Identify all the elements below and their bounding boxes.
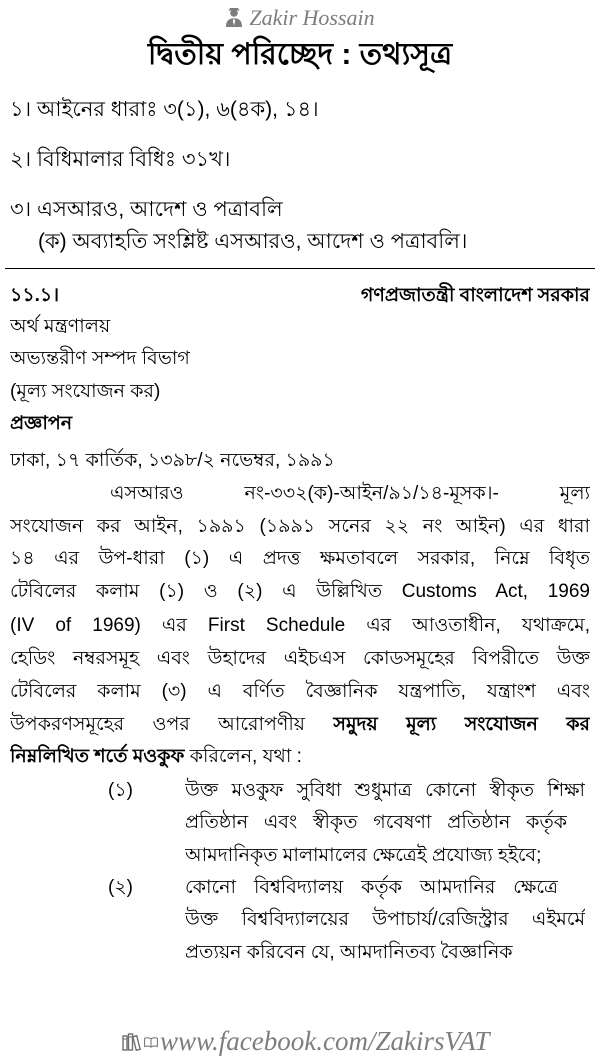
body-emphasis: সমুদয় মূল্য সংযোজন কর xyxy=(333,714,590,735)
condition-line: উক্ত বিশ্ববিদ্যালয়ের উপাচার্য/রেজিস্ট্রার এইমর্মে xyxy=(185,909,585,930)
footer-url: www.facebook.com/ZakirsVAT xyxy=(160,1026,490,1056)
section-divider xyxy=(5,268,595,269)
author-header xyxy=(0,4,600,32)
body-text: করিলেন, যথা : xyxy=(184,746,302,767)
body-line: টেবিলের কলাম (৩) এ বর্ণিত বৈজ্ঞানিক যন্ত্রপাতি, যন্ত্রাংশ এবং xyxy=(10,681,590,702)
wing-name: (মূল্য সংযোজন কর) xyxy=(10,381,161,402)
reference-law-sections: ১। আইনের ধারাঃ ৩(১), ৬(৪ক), ১৪। xyxy=(10,98,319,121)
notice-date: ঢাকা, ১৭ কার্তিক, ১৩৯৮/২ নভেম্বর, ১৯৯১ xyxy=(10,450,335,471)
body-emphasis: নিম্নলিখিত শর্তে মওকুফ xyxy=(10,746,185,767)
body-line xyxy=(10,711,590,739)
books-icon xyxy=(122,1033,142,1051)
condition-line: আমদানিকৃত মালামালের ক্ষেত্রেই প্রযোজ্য হইবে; xyxy=(185,845,542,866)
condition-line: প্রত্যয়ন করিবেন যে, আমদানিতব্য বৈজ্ঞানিক xyxy=(185,942,513,963)
body-line xyxy=(10,743,590,771)
body-line: টেবিলের কলাম (১) ও (২) এ উল্লিখিত Customs Act, 1969 xyxy=(10,581,590,602)
author-name: Zakir Hossain xyxy=(249,5,375,30)
body-line: হেডিং নম্বরসমূহ এবং উহাদের এইচএস কোডসমূহের বিপরীতে উক্ত xyxy=(10,648,590,669)
reference-rules: ২। বিধিমালার বিধিঃ ৩১খ। xyxy=(10,148,231,171)
body-text: উপকরণসমূহের ওপর আরোপণীয় xyxy=(10,714,334,735)
notice-number: ১১.১। xyxy=(10,285,60,306)
condition-number: (১) xyxy=(108,780,133,801)
body-line: এসআরও নং-৩৩২(ক)-আইন/৯১/১৪-মূসক।- মূল্য xyxy=(110,483,590,504)
chapter-title: দ্বিতীয় পরিচ্ছেদ : তথ্যসূত্র xyxy=(147,38,453,71)
body-line: সংযোজন কর আইন, ১৯৯১ (১৯৯১ সনের ২২ নং আইন) এর ধারা xyxy=(10,516,590,537)
reference-exemption-sro: (ক) অব্যাহতি সংশ্লিষ্ট এসআরও, আদেশ ও পত্রাবলি। xyxy=(38,230,468,253)
condition-number: (২) xyxy=(108,877,134,898)
body-line: (IV of 1969) এর First Schedule এর আওতাধীন, যথাক্রমে, xyxy=(10,615,590,636)
open-book-icon xyxy=(144,1033,158,1051)
government-name: গণপ্রজাতন্ত্রী বাংলাদেশ সরকার xyxy=(360,285,590,306)
division-name: অভ্যন্তরীণ সম্পদ বিভাগ xyxy=(10,348,190,369)
notice-heading: প্রজ্ঞাপন xyxy=(10,413,73,434)
body-line: ১৪ এর উপ-ধারা (১) এ প্রদত্ত ক্ষমতাবলে সরকার, নিম্নে বিধৃত xyxy=(10,548,590,569)
reference-sro-orders: ৩। এসআরও, আদেশ ও পত্রাবলি xyxy=(10,198,283,221)
condition-line: কোনো বিশ্ববিদ্যালয় কর্তৃক আমদানির ক্ষেত্রে xyxy=(185,877,558,898)
condition-line: প্রতিষ্ঠান এবং স্বীকৃত গবেষণা প্রতিষ্ঠান কর্তৃক xyxy=(185,812,567,833)
condition-line: উক্ত মওকুফ সুবিধা শুধুমাত্র কোনো স্বীকৃত শিক্ষা xyxy=(185,780,585,801)
ministry-name: অর্থ মন্ত্রণালয় xyxy=(10,316,111,337)
person-icon xyxy=(225,6,243,28)
